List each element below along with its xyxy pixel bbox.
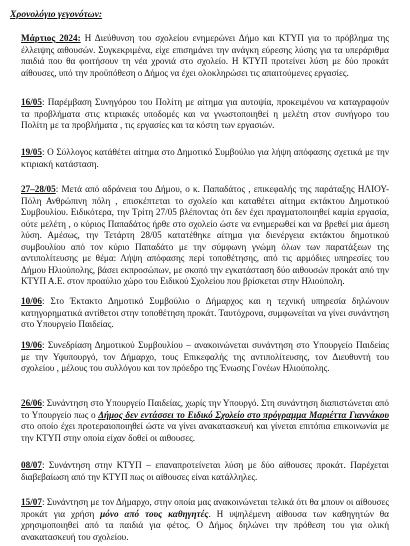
entry-text: : Στο Έκτακτο Δημοτικό Συμβούλιο ο Δήμαρχος και η τεχνική υπηρεσία δηλώνουν κατηγορηματικά αντίθετοι στην τοποθέτηση προκάτ. Ταυτόχρονα, συμφωνείται να γίνει συνάντηση στο Υπουργείο Παιδείας. — [21, 296, 389, 329]
entry-text: : Συνάντηση στην ΚΤΥΠ – επαναπροτείνεται λύση με δύο αίθουσες προκάτ. Παρέχεται διαβεβαίωση από την ΚΤΥΠ πως οι αίθουσες είναι κατάλληλες. — [21, 460, 389, 482]
entry-date: 26/06 — [21, 398, 42, 408]
entry-text: : Παρέμβαση Συνηγόρου του Πολίτη με αίτημα για αυτοψία, προκειμένου να καταγραφούν τα προβλήματα στις κτιριακές υποδομές και να γνωστοποιηθεί η μελέτη στον συνήγορο του Πολίτη με τα προβλήματα , τις εργασίες και τα κόστη των εργασιών. — [21, 97, 389, 130]
entry-text: : Συνάντηση στο Υπουργείο Παιδείας, χωρίς την Υπουργό. Στη συνάντηση διαπιστώνεται από το Υπουργείο πως ο — [21, 398, 389, 420]
timeline-entry-19-06 — [21, 340, 389, 375]
entry-date: 19/05 — [21, 147, 42, 157]
entry-date: 27–28/05 — [21, 184, 56, 194]
entry-text: : Ο Σύλλογος κατάθέτει αίτημα στο Δημοτικό Συμβούλιο για λήψη απόφασης σχετικά με την κτιριακή κατάσταση. — [21, 147, 389, 169]
entry-date: 16/05 — [21, 97, 42, 107]
entry-text: Η Διεύθυνση του σχολείου ενημερώνει Δήμο και ΚΤΥΠ για το πρόβλημα της έλλειψης αιθουσών. Συγκεκριμένα, είχε επισημάνει την ανάγκη εύρεσης λύσης για τα υπεράριθμα παιδιά που θα φοιτήσουν τη νέα χρονιά στο σχολείο. Η ΚΤΥΠ προτείνει λύση με δύο προκάτ αίθουσες, υπό την προϋπόθεση ο Δήμος να έχει ολοκληρώσει τις απαιτούμενες εργασίες. — [21, 33, 389, 78]
timeline-entry-march-2024 — [21, 33, 389, 79]
entry-date: 15/07 — [21, 497, 42, 507]
entry-text: στο οποίο έχει προτεραιοποιηθεί ώστε να γίνει ανακατασκευή και γίνεται επιτόπια επικοινωνία με την ΚΤΥΠ στην οποία είχαν δοθεί οι αιθουσες. — [21, 421, 389, 443]
entry-text: . Η υψηλέμενη αίθουσα των καθηγητών θα χρησιμοποιηθεί από τα παιδιά για φέτος. Ο Δήμος δηλώνει την πρόθεση του για ολική ανακατασκευή του σχολείου. — [21, 508, 389, 542]
entry-date: 08/07 — [21, 460, 42, 470]
timeline-entry-15-07 — [21, 497, 389, 543]
entry-emphasis: Δήμος δεν εντάσσει το Ειδικό Σχολείο στο πρόγραμμα Μαριέττα Γιαννάκου — [98, 409, 389, 420]
entry-date: 10/06 — [21, 296, 42, 306]
timeline-entry-16-05 — [21, 97, 389, 132]
timeline-entry-08-07 — [21, 460, 389, 483]
page-heading: Χρονολόγιο γεγονότων: — [10, 9, 103, 20]
timeline-entry-27-28-05 — [21, 184, 389, 288]
timeline-entry-10-06 — [21, 296, 389, 331]
timeline-entry-26-06 — [21, 398, 389, 444]
entry-date: Μάρτιος 2024: — [21, 33, 81, 43]
entry-text: : Μετά από αδράνεια του Δήμου, ο κ. Παπαδάτος , επικεφαλής της παράταξης ΗΛΙΟΥ-Πόλη Ανθρώπινη πόλη , επισκέπτεται το σχολείο και καταθέτει αίτημα εκτάκτου Δημοτικού Συμβουλίου. Ειδικότερα, την Τρίτη 27/05 βλέποντας ότι δεν έχει πραγματοποιηθεί καμία εργασία, ούτε μελέτη , ο κύριος Παπαδάτος ήρθε στο σχολείο ώστε να ενημερωθεί και να βρεθεί μια άμεση λύση. Αμέσως, την Τετάρτη 28/05 κατατέθηκε αίτημα για διενέργεια εκτάκτου δημοτικού συμβουλίου από τον κύριο Παπαδάτο με την σύμφωνη γνώμη όλων των παρατάξεων της αντιπολίτευσης με θέμα: Λήψη απόφασης περί τοποθέτησης, από τις αρμόδιες υπηρεσίες του Δήμου Ηλιούπολης, βάσει εκπροσώπων, με σκοπό την εγκατάσταση δύο αιθουσών προκάτ από την ΚΤΥΠ Α.Ε. στον προαύλιο χώρο του Ειδικού Σχολείου που βρίσκεται στην Ηλιούπολη. — [21, 184, 389, 286]
entry-emphasis: μόνο από τους καθηγητές — [100, 508, 209, 519]
entry-text: : Συνάντηση με τον Δήμαρχο, στην οποία μας ανακοινώνεται τελικά ότι θα μπουν οι αίθουσες προκάτ για χρήση — [21, 497, 389, 519]
entry-text: : Συνεδρίαση Δημοτικού Συμβουλίου – ανακοινώνεται συνάντηση στο Υπουργείο Παιδείας με την Υφυπουργό, τον Δήμαρχο, τους Επικεφαλής της αντιπολίτευσης, τον Διευθυντή του σχολείου , μέλους του συλλόγου και τον πρόεδρο της Ένωσης Γονέων Ηλιούπολης. — [21, 340, 389, 373]
timeline-entry-19-05 — [21, 147, 389, 170]
entry-date: 19/06 — [21, 340, 42, 350]
